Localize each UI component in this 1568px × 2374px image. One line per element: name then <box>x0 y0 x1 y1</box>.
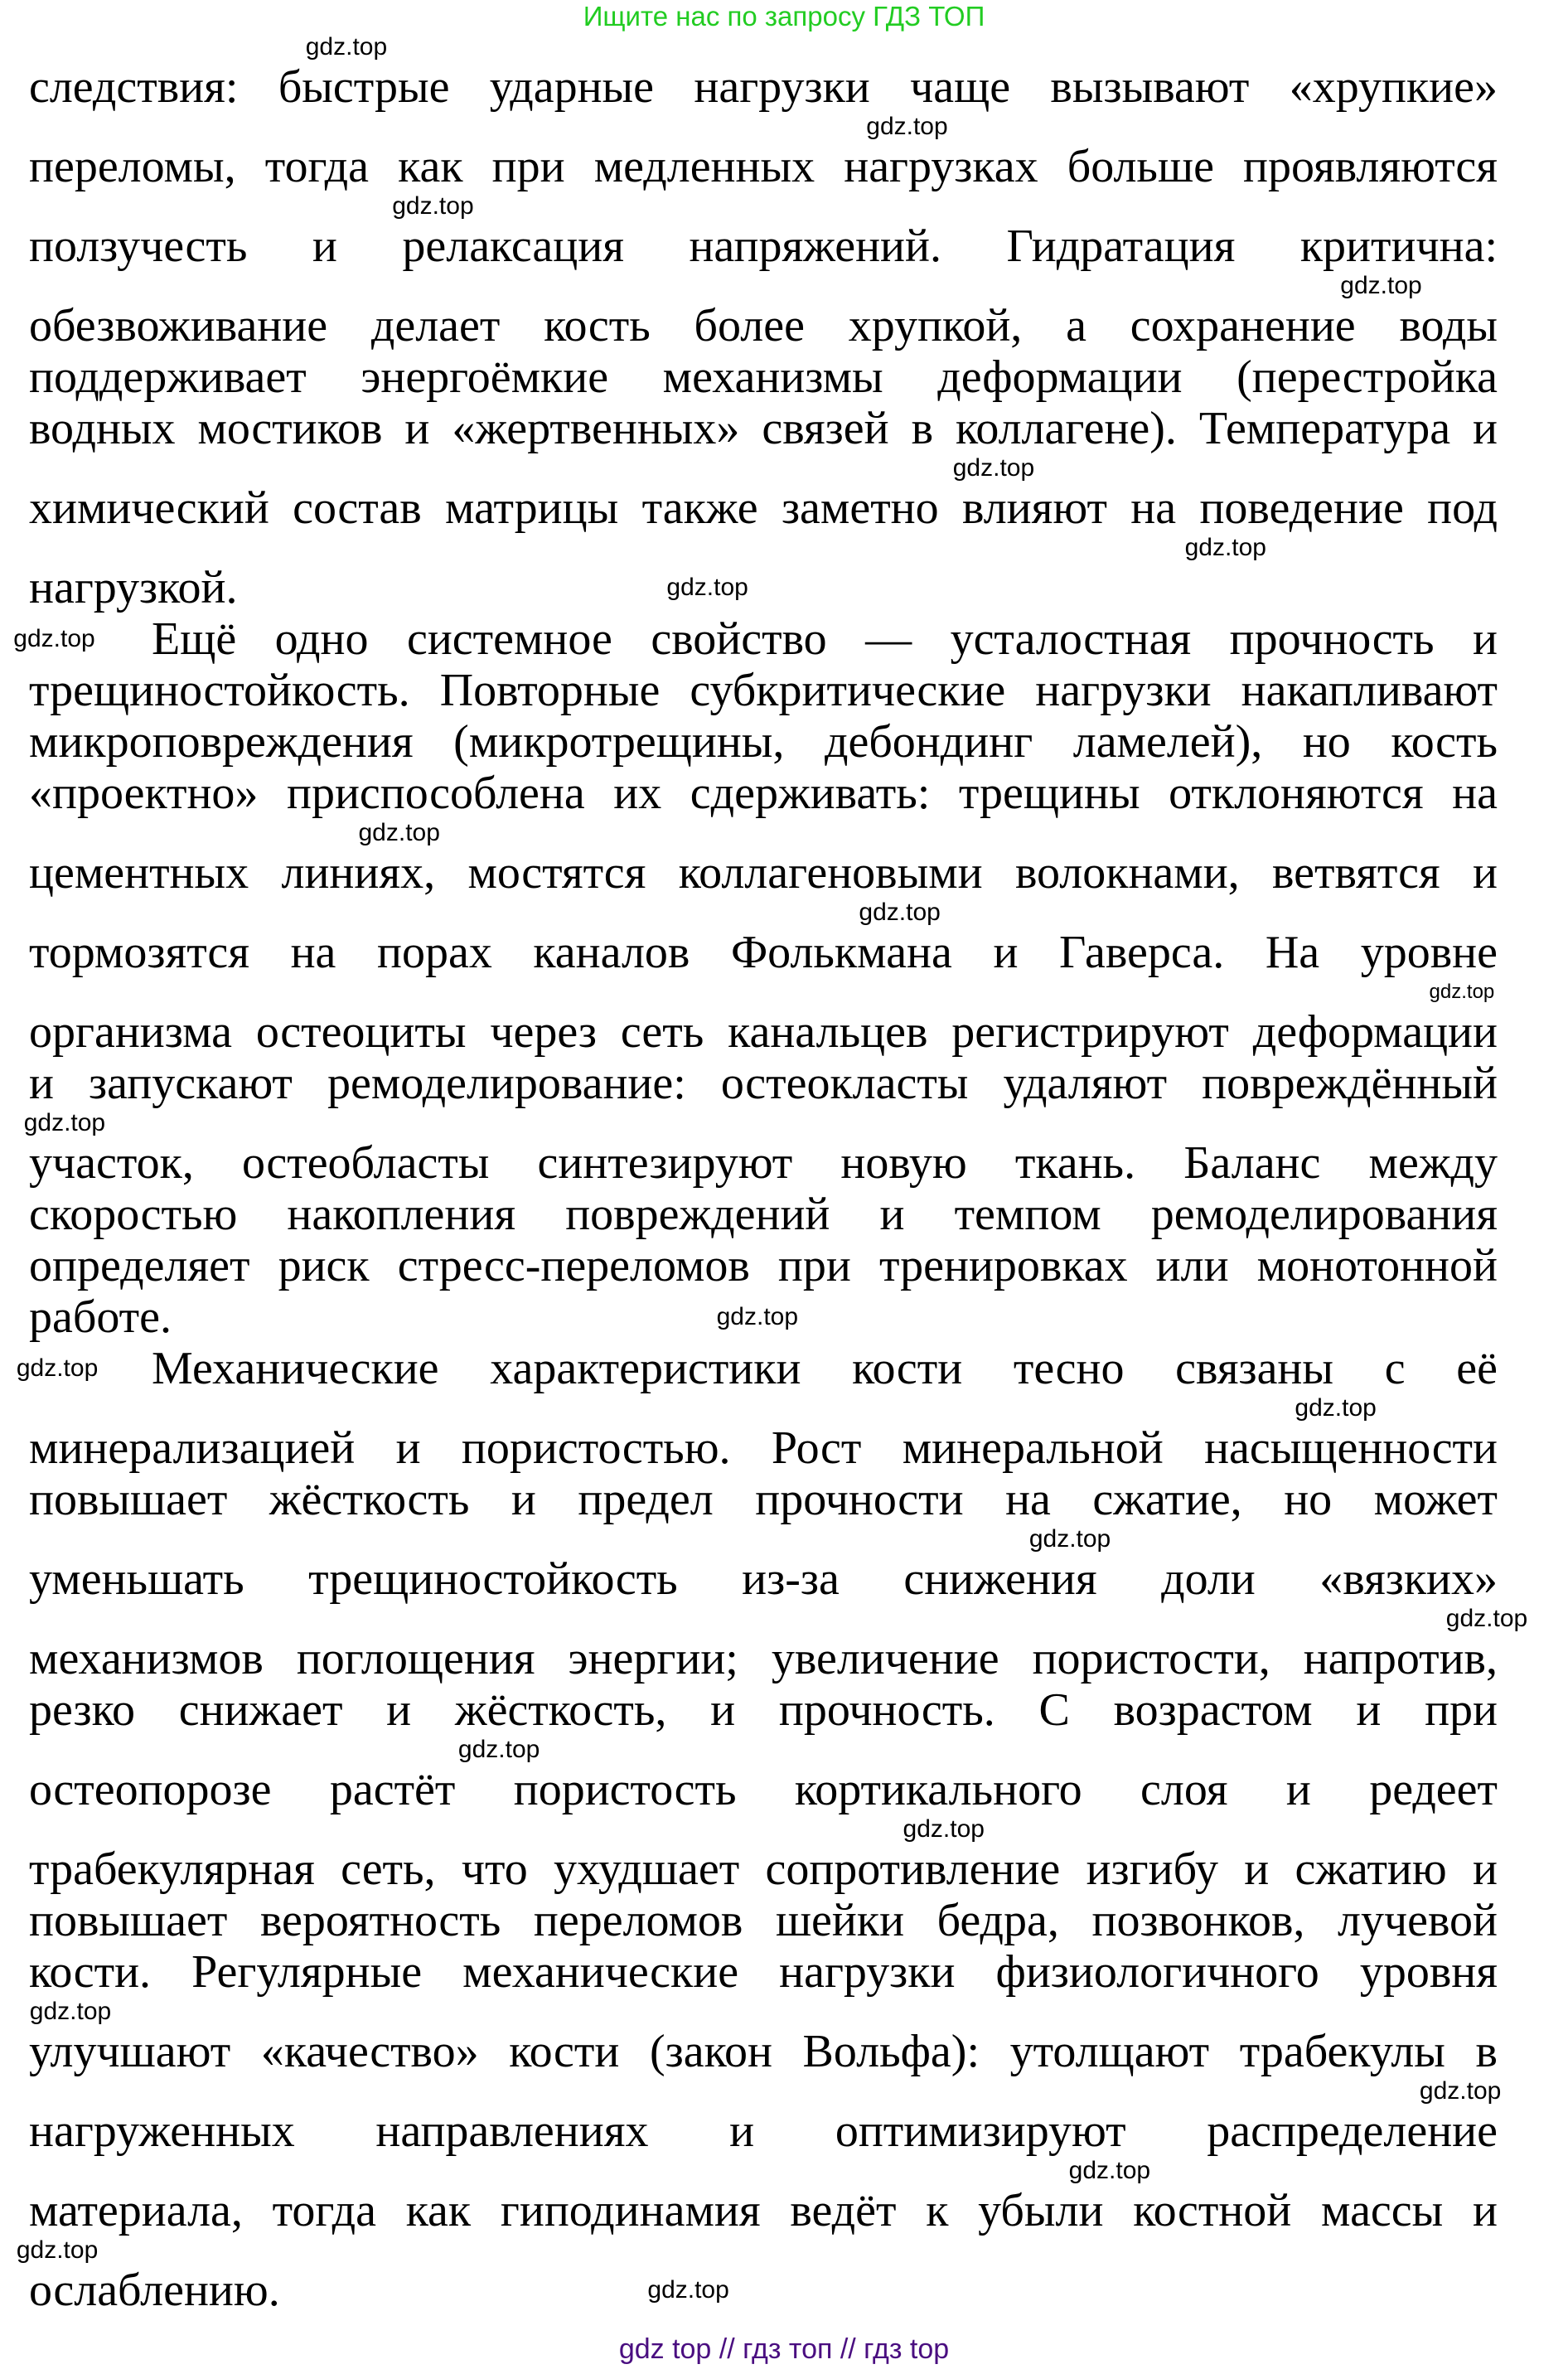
text-line-content: «проектно» приспособлена их сдерживать: трещины отклоняются на <box>29 768 1498 819</box>
watermark-row <box>0 192 1568 220</box>
watermark: gdz.top <box>1028 1525 1111 1553</box>
watermark: gdz.top <box>1295 1394 1377 1422</box>
text-line-content: обезвоживание делает кость более хрупкой, а сохранение воды <box>29 300 1498 351</box>
text-line-content: кости. Регулярные механические нагрузки физиологичного уровня <box>29 1946 1498 1998</box>
watermark-row <box>0 454 1568 482</box>
watermark: gdz.top <box>666 574 748 601</box>
text-line <box>29 1137 1498 1189</box>
text-line-content: работе. <box>29 1291 172 1343</box>
watermark: gdz.top <box>457 1736 540 1763</box>
text-line-content: скоростью накопления повреждений и темпом ремоделирования <box>29 1189 1498 1240</box>
watermark-row <box>0 1605 1568 1633</box>
watermark-row <box>0 819 1568 847</box>
watermark-row <box>0 899 1568 927</box>
text-line <box>29 716 1498 768</box>
watermark: gdz.top <box>1340 272 1422 299</box>
search-banner: Ищите нас по запросу ГДЗ ТОП <box>583 1 985 31</box>
watermark-row <box>0 978 1568 1006</box>
text-line <box>29 2265 1498 2316</box>
text-line <box>29 1633 1498 1684</box>
text-line-content: микроповреждения (микротрещины, дебондинг ламелей), но кость <box>29 716 1498 768</box>
text-line-content: трабекулярная сеть, что ухудшает сопротивление изгибу и сжатию и <box>29 1843 1498 1895</box>
text-line-content: переломы, тогда как при медленных нагрузках больше проявляются <box>29 141 1498 192</box>
text-line <box>29 141 1498 192</box>
text-line <box>29 562 1498 613</box>
text-line-content: резко снижает и жёсткость, и прочность. С возрастом и при <box>29 1684 1498 1736</box>
footer-links[interactable]: gdz top // гдз топ // гдз top <box>618 2333 950 2365</box>
text-line <box>29 1684 1498 1736</box>
watermark: gdz.top <box>952 454 1035 482</box>
text-line <box>29 1006 1498 1058</box>
watermark-row <box>0 1109 1568 1137</box>
text-line <box>29 61 1498 113</box>
text-line <box>29 220 1498 272</box>
watermark: gdz.top <box>647 2276 729 2304</box>
text-line-content: материала, тогда как гиподинамия ведёт к убыли костной массы и <box>29 2185 1498 2236</box>
text-line-content: минерализацией и пористостью. Рост минеральной насыщенности <box>29 1422 1498 1474</box>
text-line <box>29 1764 1498 1815</box>
text-line <box>29 1553 1498 1605</box>
text-line <box>29 1189 1498 1240</box>
text-line-content: нагрузкой. <box>29 562 238 613</box>
watermark: gdz.top <box>16 1354 99 1382</box>
watermark: gdz.top <box>1445 1605 1528 1632</box>
text-line-content: участок, остеобласты синтезируют новую ткань. Баланс между <box>29 1137 1498 1189</box>
text-line <box>29 768 1498 819</box>
watermark-row <box>0 2236 1568 2265</box>
document-body <box>0 33 1568 2316</box>
text-line <box>29 351 1498 403</box>
watermark-row <box>0 534 1568 562</box>
watermark: gdz.top <box>13 625 95 652</box>
watermark-row <box>0 1525 1568 1553</box>
watermark: gdz.top <box>1429 981 1495 1003</box>
text-line-content: повышает жёсткость и предел прочности на сжатие, но может <box>29 1474 1498 1525</box>
text-line <box>29 1058 1498 1109</box>
text-line <box>29 1422 1498 1474</box>
text-line <box>29 1240 1498 1291</box>
text-line-content: механизмов поглощения энергии; увеличение пористости, напротив, <box>29 1633 1498 1684</box>
text-line-content: и запускают ремоделирование: остеокласты удаляют повреждённый <box>29 1058 1498 1109</box>
watermark: gdz.top <box>716 1303 799 1330</box>
text-line <box>29 482 1498 534</box>
watermark-row <box>0 1736 1568 1764</box>
watermark: gdz.top <box>859 899 941 926</box>
text-line-content: ослаблению. <box>29 2265 280 2316</box>
text-line <box>29 300 1498 351</box>
watermark-row <box>0 33 1568 61</box>
text-line-content: определяет риск стресс-переломов при тренировках или монотонной <box>29 1240 1498 1291</box>
watermark-row <box>0 113 1568 141</box>
text-line <box>29 2185 1498 2236</box>
text-line <box>29 2105 1498 2157</box>
watermark: gdz.top <box>866 113 948 140</box>
text-line-content: химический состав матрицы также заметно влияют на поведение под <box>29 482 1498 534</box>
watermark: gdz.top <box>305 33 388 61</box>
watermark: gdz.top <box>16 2236 99 2264</box>
watermark-row <box>0 1998 1568 2026</box>
text-line-content: повышает вероятность переломов шейки бедра, позвонков, лучевой <box>29 1895 1498 1946</box>
text-line-content: организма остеоциты через сеть канальцев регистрируют деформации <box>29 1006 1498 1058</box>
text-line <box>29 1895 1498 1946</box>
text-line-content: водных мостиков и «жертвенных» связей в коллагене). Температура и <box>29 403 1498 454</box>
text-line-content: цементных линиях, мостятся коллагеновыми волокнами, ветвятся и <box>29 847 1498 899</box>
watermark-row <box>0 1394 1568 1422</box>
watermark: gdz.top <box>358 819 440 846</box>
text-line <box>29 927 1498 978</box>
text-line-content: Ещё одно системное свойство — усталостная прочность и <box>152 613 1498 665</box>
text-line-content: уменьшать трещиностойкость из-за снижения доли «вязких» <box>29 1553 1498 1605</box>
watermark: gdz.top <box>1068 2157 1151 2184</box>
text-line-content: улучшают «качество» кости (закон Вольфа): утолщают трабекулы в <box>29 2026 1498 2077</box>
text-line-content: ползучесть и релаксация напряжений. Гидратация критична: <box>29 220 1498 272</box>
text-line <box>29 665 1498 716</box>
watermark-row <box>0 2157 1568 2185</box>
text-line-content: трещиностойкость. Повторные субкритические нагрузки накапливают <box>29 665 1498 716</box>
watermark: gdz.top <box>392 192 474 220</box>
text-line-content: поддерживает энергоёмкие механизмы деформации (перестройка <box>29 351 1498 403</box>
watermark-row <box>0 2077 1568 2105</box>
watermark: gdz.top <box>1419 2077 1502 2105</box>
watermark: gdz.top <box>23 1109 106 1136</box>
text-line-content: следствия: быстрые ударные нагрузки чаще вызывают «хрупкие» <box>29 61 1498 113</box>
text-line-content: нагруженных направлениях и оптимизируют распределение <box>29 2105 1498 2157</box>
watermark: gdz.top <box>29 1998 112 2025</box>
text-line <box>29 1946 1498 1998</box>
text-line <box>29 1291 1498 1343</box>
text-line <box>29 847 1498 899</box>
text-line <box>29 1474 1498 1525</box>
text-line <box>29 403 1498 454</box>
text-line-content: тормозятся на порах каналов Фолькмана и Гаверса. На уровне <box>29 927 1498 978</box>
text-line <box>13 613 1498 665</box>
text-line <box>29 1843 1498 1895</box>
watermark: gdz.top <box>903 1815 985 1843</box>
text-line-content: Механические характеристики кости тесно связаны с её <box>152 1343 1498 1394</box>
text-line <box>16 1343 1498 1394</box>
text-line-content: остеопорозе растёт пористость кортикального слоя и редеет <box>29 1764 1498 1815</box>
watermark-row <box>0 272 1568 300</box>
text-line <box>29 2026 1498 2077</box>
watermark: gdz.top <box>1184 534 1266 561</box>
watermark-row <box>0 1815 1568 1843</box>
